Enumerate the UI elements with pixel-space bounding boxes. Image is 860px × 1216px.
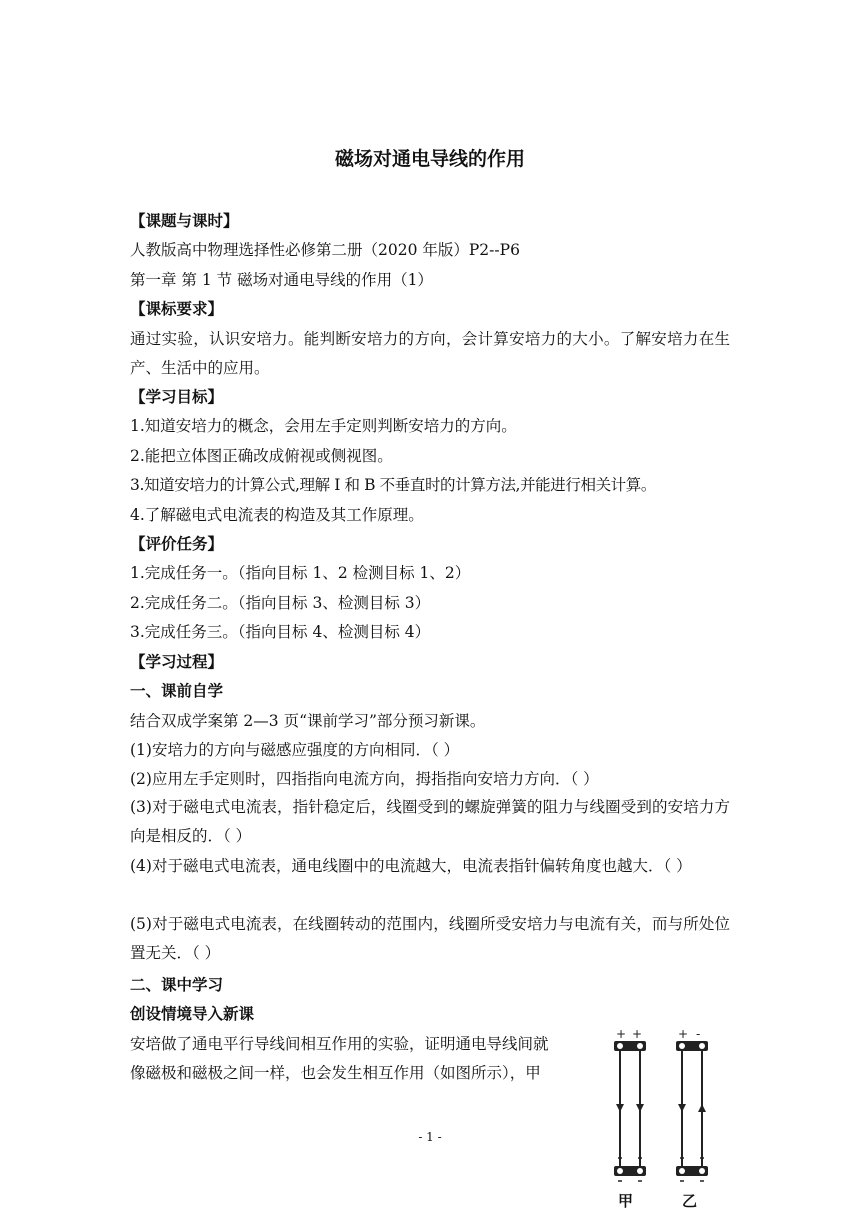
course-heading: 【课题与课时】 <box>130 212 239 230</box>
part2-heading: 二、课中学习 <box>130 976 224 994</box>
page-title: 磁场对通电导线的作用 <box>334 148 525 170</box>
process-heading: 【学习过程】 <box>130 653 224 671</box>
figure-label-yi: 乙 <box>682 1192 698 1210</box>
course-line-1: 人教版高中物理选择性必修第二册（2020 年版）P2--P6 <box>130 241 520 259</box>
figure-jia-wires <box>614 1027 646 1181</box>
question-item: (3)对于磁电式电流表，指针稳定后，线圈受到的螺旋弹簧的阻力与线圈受到的安培力方向是相反的．（ ） <box>130 798 730 845</box>
standard-heading: 【课标要求】 <box>130 300 224 318</box>
parallel-wires-figure <box>606 1026 736 1216</box>
task-item: 1.完成任务一。（指向目标 1、2 检测目标 1、2） <box>130 564 471 582</box>
scenario-line: 像磁极和磁极之间一样，也会发生相互作用（如图所示），甲 <box>130 1064 541 1082</box>
part1-heading: 一、课前自学 <box>130 682 224 700</box>
scenario-heading: 创设情境导入新课 <box>130 1005 255 1023</box>
task-item: 3.完成任务三。（指向目标 4、检测目标 4） <box>130 623 431 641</box>
svg-text:-: - <box>696 1027 701 1041</box>
question-item: (5)对于磁电式电流表，在线圈转动的范围内，线圈所受安培力与电流有关，而与所处位置无关．（ ） <box>130 915 730 962</box>
scenario-line: 安培做了通电平行导线间相互作用的实验，证明通电导线间就 <box>130 1035 549 1053</box>
question-item: (2)应用左手定则时，四指指向电流方向，拇指指向安培力方向．（ ） <box>130 770 599 788</box>
figure-label-jia: 甲 <box>618 1192 634 1210</box>
part1-intro: 结合双成学案第 2—3 页“课前学习”部分预习新课。 <box>130 712 486 730</box>
standard-text: 通过实验，认识安培力。能判断安培力的方向，会计算安培力的大小。了解安培力在生产、生活中的应用。 <box>130 330 730 377</box>
question-item: (1)安培力的方向与磁感应强度的方向相同．（ ） <box>130 741 460 759</box>
page-number: - 1 - <box>418 1130 442 1144</box>
task-item: 2.完成任务二。（指向目标 3、检测目标 3） <box>130 594 431 612</box>
tasks-heading: 【评价任务】 <box>130 535 224 553</box>
goal-item: 3.知道安培力的计算公式,理解 I 和 B 不垂直时的计算方法,并能进行相关计算。 <box>130 476 656 494</box>
goal-item: 4.了解磁电式电流表的构造及其工作原理。 <box>130 506 424 524</box>
goal-item: 2.能把立体图正确改成俯视或侧视图。 <box>130 447 393 465</box>
goals-heading: 【学习目标】 <box>130 388 224 406</box>
svg-text:+: + <box>678 1027 689 1041</box>
svg-text:+: + <box>616 1027 627 1041</box>
question-item: (4)对于磁电式电流表，通电线圈中的电流越大，电流表指针偏转角度也越大．（ ） <box>130 857 692 875</box>
course-line-2: 第一章 第 1 节 磁场对通电导线的作用（1） <box>130 271 433 289</box>
svg-text:+: + <box>632 1027 643 1041</box>
goal-item: 1.知道安培力的概念，会用左手定则判断安培力的方向。 <box>130 417 517 435</box>
figure-yi-wires <box>676 1027 708 1181</box>
